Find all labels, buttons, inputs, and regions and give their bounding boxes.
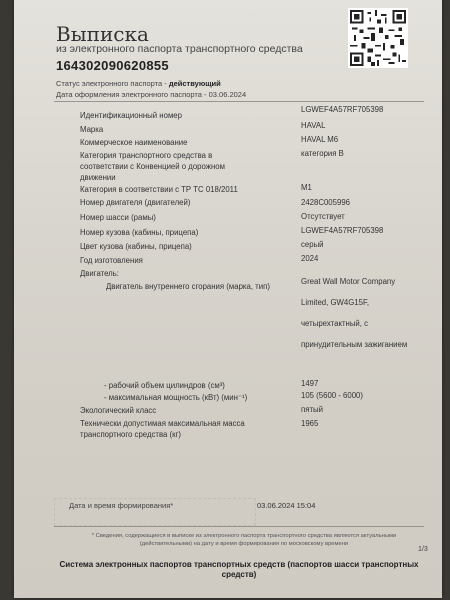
field-value-vin: LGWEF4A57RF705398 (301, 105, 384, 114)
qr-code-icon (348, 8, 408, 68)
field-label-commercial-name: Коммерческое наименование (80, 138, 188, 147)
field-value-max-power: 105 (5600 - 6000) (301, 391, 363, 400)
field-label-make: Марка (80, 125, 104, 134)
status-value: действующий (168, 79, 221, 88)
system-title: Система электронных паспортов транспортных средств (паспортов шасси транспортных средств) (59, 560, 419, 579)
page-number: 1/3 (418, 546, 428, 553)
field-value-chassis-number: Отсутствует (301, 212, 345, 221)
field-label-eco-class: Экологический класс (80, 406, 157, 415)
header-divider (54, 101, 424, 102)
generated-value: 03.06.2024 15:04 (257, 501, 316, 510)
field-value-year: 2024 (301, 254, 319, 263)
field-label-ice: Двигатель внутреннего сгорания (марка, тип) (106, 282, 270, 291)
field-label-convention-category: Категория транспортного средства в соответствии с Конвенцией о дорожном движении (80, 151, 225, 182)
field-value-body-color: серый (301, 240, 324, 249)
document-title: Выписка (56, 22, 149, 46)
field-value-body-number: LGWEF4A57RF705398 (301, 226, 384, 235)
field-label-displacement: - рабочий объем цилиндров (см³) (104, 381, 225, 390)
field-label-max-power: - максимальная мощность (кВт) (мин⁻¹) (104, 393, 248, 402)
field-value-ice: Great Wall Motor Company Limited, GW4G15F, четырехтактный, с принудительным зажиганием (301, 277, 408, 349)
field-value-displacement: 1497 (301, 379, 319, 388)
document-subtitle: из электронного паспорта транспортного средства (56, 43, 303, 55)
field-label-tr-ts-category: Категория в соответствии с ТР ТС 018/2011 (80, 185, 238, 194)
footer-divider (54, 526, 424, 527)
field-label-vin: Идентификационный номер (80, 111, 182, 120)
document-sheet (14, 0, 442, 598)
footnote: * Сведения, содержащиеся в выписке из электронного паспорта транспортного средства являются актуальными (действительными) на дату и время формирования по московскому времени (91, 533, 397, 547)
field-value-engine-number: 2428C005996 (301, 198, 350, 207)
field-label-max-mass: Технически допустимая максимальная масса транспортного средства (кг) (80, 419, 245, 439)
field-label-year: Год изготовления (80, 256, 143, 265)
field-label-chassis-number: Номер шасси (рамы) (80, 213, 156, 222)
passport-number: 164302090620855 (56, 58, 169, 73)
field-value-tr-ts-category: M1 (301, 183, 312, 192)
field-value-max-mass: 1965 (301, 419, 319, 428)
field-label-body-number: Номер кузова (кабины, прицепа) (80, 228, 199, 237)
field-value-make: HAVAL (301, 121, 326, 130)
field-value-convention-category: категория B (301, 149, 344, 158)
field-value-eco-class: пятый (301, 405, 323, 414)
passport-status: Статус электронного паспорта - действующий (56, 79, 221, 88)
issue-date: Дата оформления электронного паспорта - 03.06.2024 (56, 90, 247, 99)
generated-label: Дата и время формирования* (69, 501, 174, 510)
field-value-commercial-name: HAVAL M6 (301, 135, 339, 144)
field-label-engine-number: Номер двигателя (двигателей) (80, 198, 191, 207)
field-label-body-color: Цвет кузова (кабины, прицепа) (80, 242, 192, 251)
field-label-engine-section: Двигатель: (80, 269, 119, 278)
